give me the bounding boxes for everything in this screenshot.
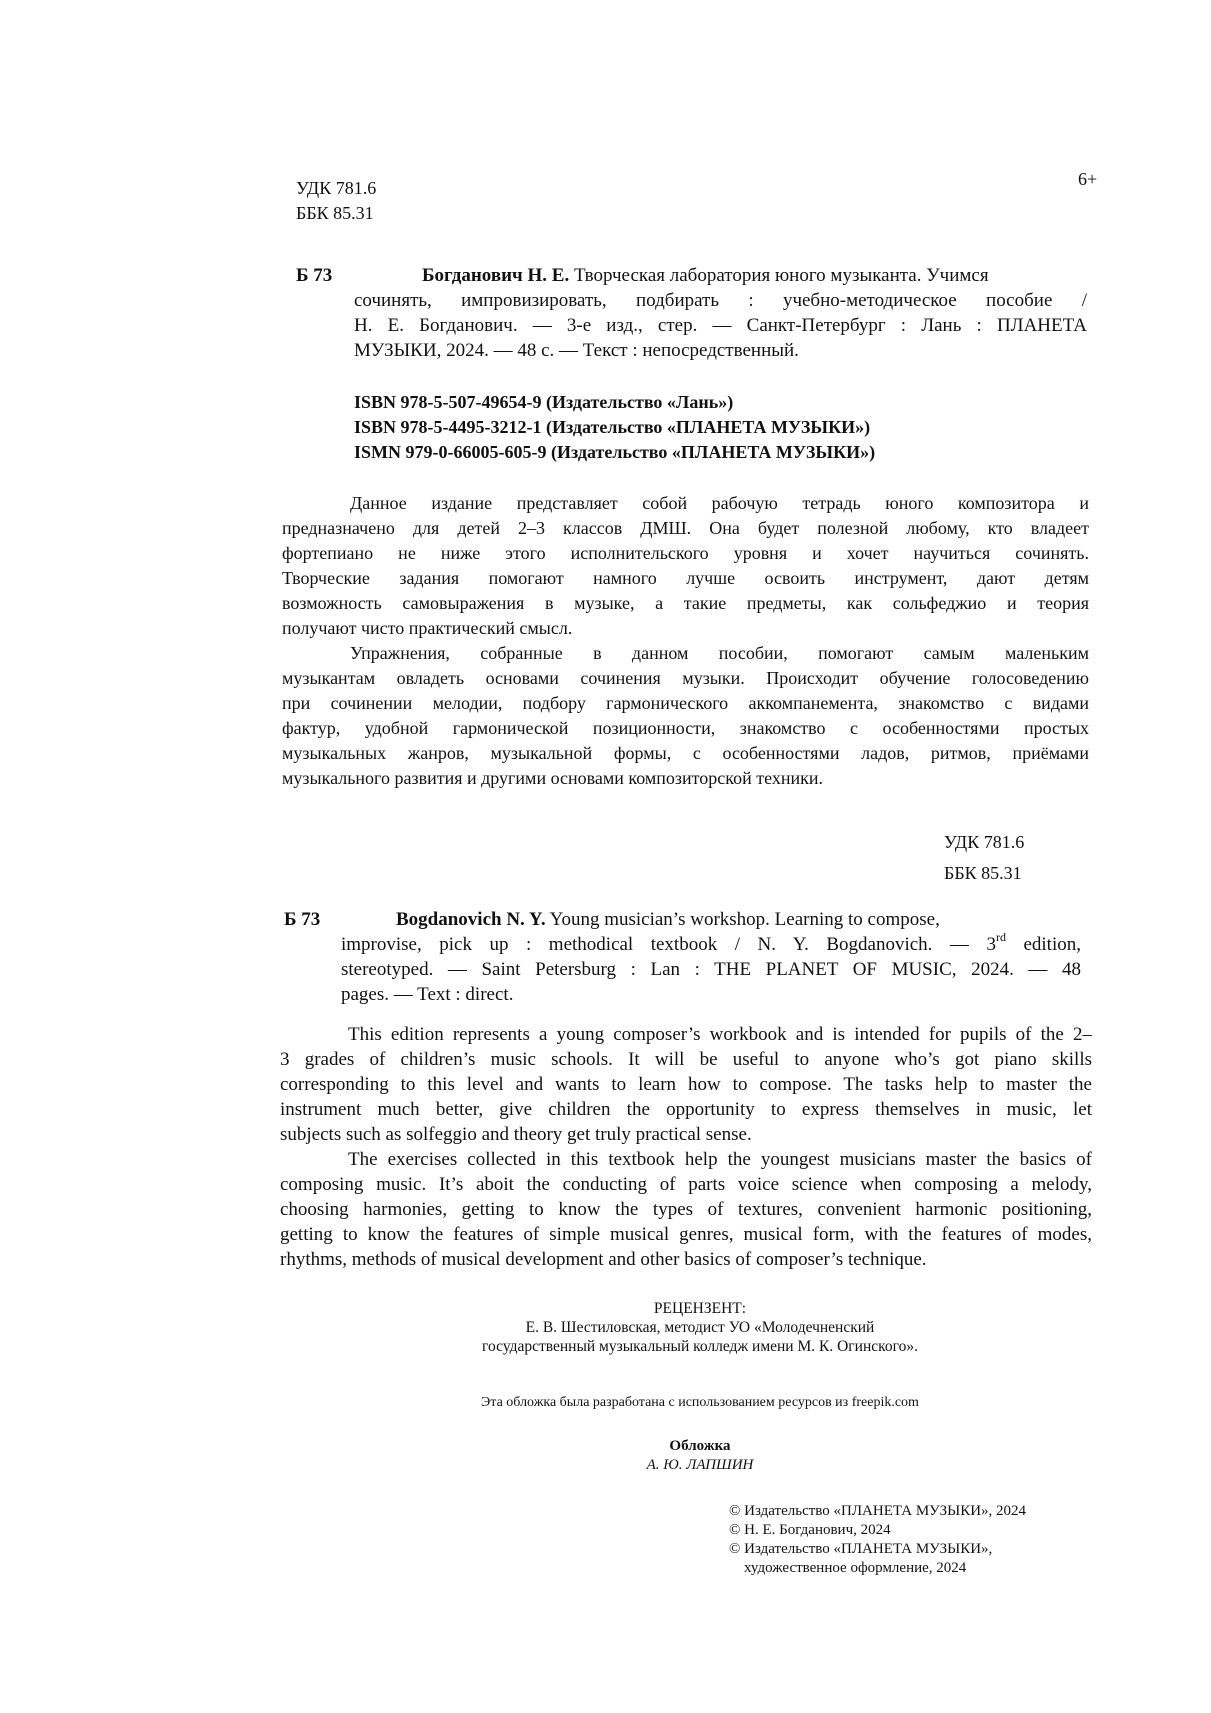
- ru-abstract-p2-line: музыкального развития и другими основами композиторской техники.: [282, 768, 824, 788]
- en-abstract-p2-line: getting to know the features of simple musical genres, musical form, with the features of modes,: [280, 1224, 1092, 1245]
- udk-code: УДК 781.6: [944, 832, 1025, 852]
- reviewer-heading: РЕЦЕНЗЕНТ:: [653, 1300, 747, 1317]
- ru-abstract: [282, 491, 1089, 791]
- en-abstract-p1-line: subjects such as solfeggio and theory get truly practical sense.: [280, 1124, 752, 1145]
- en-abstract-p2-line: composing music. It’s aboit the conducting of parts voice science when composing a melody,: [280, 1174, 1092, 1195]
- isbn-line: ISBN 978-5-4495-3212-1 (Издательство «ПЛАНЕТА МУЗЫКИ»): [354, 417, 871, 437]
- reviewer-block: [300, 1299, 1100, 1356]
- ru-abstract-p1-line: получают чисто практический смысл.: [282, 618, 573, 638]
- en-abstract-p1-line: This edition represents a young composer’s workbook and is intended for pupils of the 2–: [348, 1024, 1092, 1045]
- ru-abstract-p1-line: возможность самовыражения в музыке, а такие предметы, как сольфеджио и теория: [282, 593, 1089, 613]
- ru-entry-line-3: Н. Е. Богданович. — 3-е изд., стер. — Санкт-Петербург : Лань : ПЛАНЕТА: [354, 315, 1087, 336]
- ru-abstract-p1-line: предназначено для детей 2–3 классов ДМШ. Она будет полезной любому, кто владеет: [282, 518, 1089, 538]
- en-abstract-p1-line: 3 grades of children’s music schools. It will be useful to anyone who’s got piano skills: [280, 1049, 1092, 1070]
- copyright-line: художественное оформление, 2024: [744, 1560, 967, 1576]
- mid-classification-codes: [944, 827, 1024, 889]
- cover-label: Обложка: [669, 1438, 731, 1454]
- en-entry-line-3: stereotyped. — Saint Petersburg : Lan : THE PLANET OF MUSIC, 2024. — 48: [341, 959, 1081, 980]
- ru-abstract-p2-line: музыкальных жанров, музыкальной формы, с особенностями ладов, ритмов, приёмами: [282, 743, 1089, 763]
- ru-entry-line-4: МУЗЫКИ, 2024. — 48 с. — Текст : непосредственный.: [354, 340, 799, 361]
- top-classification-codes: [296, 176, 376, 226]
- en-entry-line-1: Bogdanovich N. Y. Young musician’s workshop. Learning to compose,: [396, 909, 940, 930]
- freepik-note: Эта обложка была разработана с использованием ресурсов из freepik.com: [481, 1395, 919, 1410]
- en-entry-line-2: improvise, pick up : methodical textbook / N. Y. Bogdanovich. — 3rd edition,: [341, 929, 1081, 955]
- cover-designer: А. Ю. ЛАПШИН: [646, 1457, 754, 1473]
- isbn-line: ISBN 978-5-507-49654-9 (Издательство «Лань»): [354, 392, 734, 412]
- en-abstract-p1-line: instrument much better, give children the opportunity to express themselves in music, let: [280, 1099, 1092, 1120]
- ru-abstract-p2-line: при сочинении мелодии, подбору гармонического аккомпанемента, знакомство с видами: [282, 693, 1089, 713]
- en-abstract-p2-line: The exercises collected in this textbook help the youngest musicians master the basics of: [348, 1149, 1092, 1170]
- bbk-code: ББК 85.31: [296, 203, 374, 223]
- en-author-code: Б 73: [284, 909, 321, 930]
- ru-abstract-p1-line: фортепиано не ниже этого исполнительского уровня и хочет научиться сочинять.: [282, 543, 1089, 563]
- reviewer-line: Е. В. Шестиловская, методист УО «Молодечненский: [525, 1319, 875, 1336]
- ru-entry-line-1: Богданович Н. Е. Творческая лаборатория юного музыканта. Учимся: [422, 265, 989, 286]
- en-entry-line-4: pages. — Text : direct.: [341, 984, 514, 1005]
- ismn-line: ISMN 979-0-66005-605-9 (Издательство «ПЛАНЕТА МУЗЫКИ»): [354, 442, 876, 462]
- copyright-block: [729, 1502, 1026, 1578]
- ru-bibliographic-entry: [354, 263, 1087, 363]
- copyright-line: © Издательство «ПЛАНЕТА МУЗЫКИ», 2024: [729, 1503, 1027, 1519]
- en-abstract-p2-line: rhythms, methods of musical development and other basics of composer’s technique.: [280, 1249, 927, 1270]
- ru-abstract-p1-line: Данное издание представляет собой рабочую тетрадь юного композитора и: [350, 493, 1089, 513]
- ru-entry-line-2: сочинять, импровизировать, подбирать : учебно-методическое пособие /: [354, 290, 1087, 311]
- reviewer-line: государственный музыкальный колледж имени М. К. Огинского».: [482, 1338, 918, 1355]
- en-abstract: [280, 1022, 1092, 1272]
- ru-author-name: Богданович Н. Е.: [422, 265, 570, 286]
- en-bibliographic-entry: [341, 907, 1081, 1007]
- en-author-name: Bogdanovich N. Y.: [396, 909, 546, 930]
- ru-abstract-p2-line: фактур, удобной гармонической позиционности, знакомство с особенностями простых: [282, 718, 1089, 738]
- ru-abstract-p2-line: Упражнения, собранные в данном пособии, помогают самым маленьким: [350, 643, 1089, 663]
- udk-code: УДК 781.6: [296, 178, 377, 198]
- bbk-code: ББК 85.31: [944, 863, 1022, 883]
- en-abstract-p1-line: corresponding to this level and wants to learn how to compose. The tasks help to master the: [280, 1074, 1092, 1095]
- age-rating: 6+: [1078, 169, 1098, 189]
- copyright-line: © Издательство «ПЛАНЕТА МУЗЫКИ»,: [729, 1541, 993, 1557]
- en-abstract-p2-line: choosing harmonies, getting to know the types of textures, convenient harmonic positioning,: [280, 1199, 1092, 1220]
- cover-credit: [300, 1437, 1100, 1475]
- ru-author-code: Б 73: [296, 265, 333, 286]
- ru-abstract-p2-line: музыкантам овладеть основами сочинения музыки. Происходит обучение голосоведению: [282, 668, 1089, 688]
- ru-abstract-p1-line: Творческие задания помогают намного лучше освоить инструмент, дают детям: [282, 568, 1089, 588]
- isbn-block: [354, 390, 875, 465]
- copyright-line: © Н. Е. Богданович, 2024: [729, 1522, 891, 1538]
